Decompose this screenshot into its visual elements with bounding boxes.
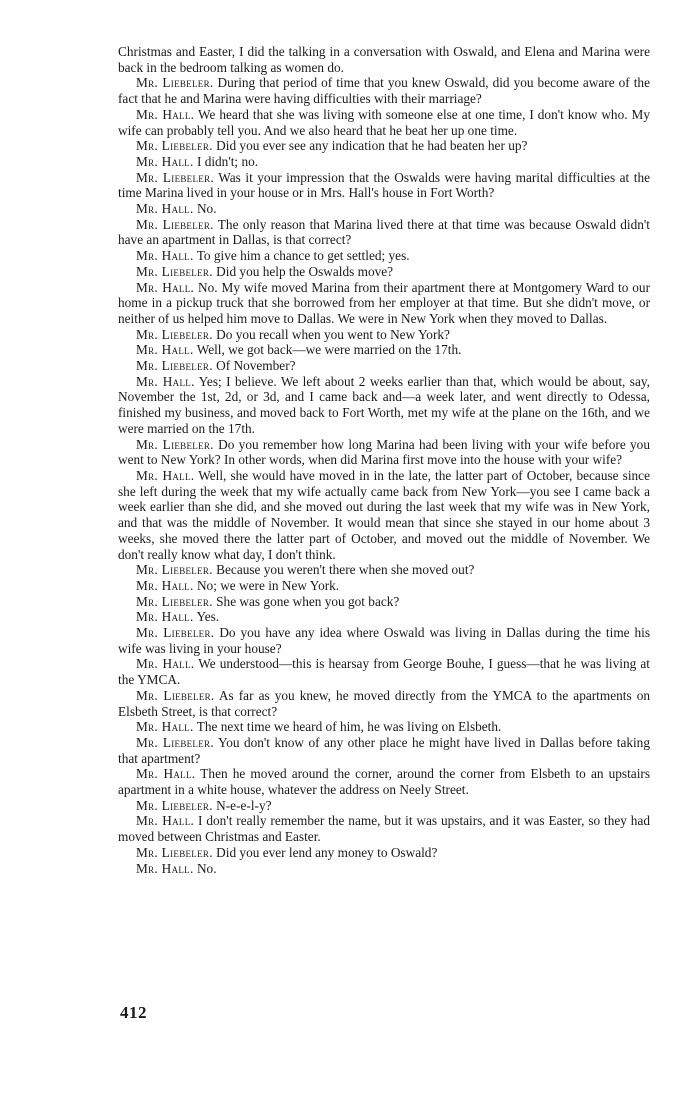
speaker-label: Mr. Liebeler. — [136, 169, 215, 185]
paragraph-text: No. My wife moved Marina from their apartment there at Montgomery Ward to our home in a pickup truck that she borrowed from her employer at that time. But she didn't move, or neither of us helped him move to Dallas. We were in New York when they moved to Dallas. — [118, 279, 650, 326]
speaker-label: Mr. Hall. — [136, 577, 194, 593]
paragraph-text: No. — [196, 860, 217, 876]
transcript-paragraph — [118, 44, 650, 75]
speaker-label: Mr. Liebeler. — [136, 797, 213, 813]
paragraph-text: Do you have any idea where Oswald was living in Dallas during the time his wife was living in your house? — [118, 625, 650, 656]
transcript-paragraph — [118, 138, 650, 154]
paragraph-text: Christmas and Easter, I did the talking in a conversation with Oswald, and Elena and Marina were back in the bedroom talking as women do. — [118, 44, 650, 75]
speaker-label: Mr. Liebeler. — [136, 625, 215, 641]
transcript-paragraph — [118, 719, 650, 735]
transcript-paragraph — [118, 358, 650, 374]
speaker-label: Mr. Liebeler. — [136, 138, 213, 154]
transcript-paragraph — [118, 562, 650, 578]
speaker-label: Mr. Hall. — [136, 609, 194, 625]
speaker-label: Mr. Liebeler. — [136, 436, 214, 452]
speaker-label: Mr. Hall. — [136, 813, 195, 829]
paragraph-text: As far as you knew, he moved directly from the YMCA to the apartments on Elsbeth Street, is that correct? — [118, 687, 650, 719]
paragraph-text: N-e-e-l-y? — [216, 797, 272, 813]
speaker-label: Mr. Hall. — [136, 766, 196, 782]
speaker-label: Mr. Liebeler. — [136, 75, 214, 91]
transcript-paragraph — [118, 845, 650, 861]
paragraph-text: Of November? — [216, 358, 296, 374]
transcript-paragraph — [118, 280, 650, 327]
paragraph-text: You don't know of any other place he might have lived in Dallas before taking that apartment? — [118, 734, 650, 766]
transcript-body — [118, 44, 650, 876]
speaker-label: Mr. Liebeler. — [136, 687, 215, 703]
transcript-paragraph — [118, 342, 650, 358]
paragraph-text: Do you remember how long Marina had been living with your wife before you went to New York? In other words, when did Marina first move into the house with your wife? — [118, 436, 650, 468]
transcript-paragraph — [118, 107, 650, 138]
speaker-label: Mr. Hall. — [136, 656, 195, 672]
paragraph-text: We understood—this is hearsay from George Bouhe, I guess—that he was living at the YMCA. — [118, 656, 650, 688]
speaker-label: Mr. Hall. — [136, 719, 194, 735]
paragraph-text: Well, we got back—we were married on the 17th. — [196, 342, 462, 358]
speaker-label: Mr. Hall. — [136, 467, 195, 483]
paragraph-text: Did you help the Oswalds move? — [216, 263, 394, 279]
speaker-label: Mr. Hall. — [136, 342, 194, 358]
paragraph-text: We heard that she was living with someone else at one time, I don't know who. My wife can probably tell you. And we also heard that he beat her up one time. — [118, 106, 650, 138]
paragraph-text: Then he moved around the corner, around the corner from Elsbeth to an upstairs apartment in a white house, whatever the address on Neely Street. — [118, 766, 650, 798]
transcript-paragraph — [118, 656, 650, 687]
transcript-paragraph — [118, 437, 650, 468]
page-number: 412 — [120, 1003, 147, 1022]
speaker-label: Mr. Hall. — [136, 279, 195, 295]
speaker-label: Mr. Liebeler. — [136, 593, 213, 609]
transcript-paragraph — [118, 154, 650, 170]
transcript-paragraph — [118, 578, 650, 594]
paragraph-text: No. — [196, 201, 217, 217]
transcript-paragraph — [118, 468, 650, 562]
transcript-paragraph — [118, 735, 650, 766]
paragraph-text: Did you ever see any indication that he had beaten her up? — [216, 138, 528, 154]
speaker-label: Mr. Hall. — [136, 201, 194, 217]
transcript-paragraph — [118, 248, 650, 264]
paragraph-text: No; we were in New York. — [196, 577, 340, 593]
transcript-paragraph — [118, 625, 650, 656]
paragraph-text: She was gone when you got back? — [216, 593, 400, 609]
transcript-paragraph — [118, 201, 650, 217]
paragraph-text: Because you weren't there when she moved out? — [216, 562, 475, 578]
transcript-paragraph — [118, 327, 650, 343]
paragraph-text: To give him a chance to get settled; yes. — [196, 248, 410, 264]
transcript-paragraph — [118, 217, 650, 248]
paragraph-text: Did you ever lend any money to Oswald? — [216, 844, 438, 860]
speaker-label: Mr. Hall. — [136, 248, 194, 264]
transcript-paragraph — [118, 374, 650, 437]
paragraph-text: I didn't; no. — [196, 153, 259, 169]
transcript-paragraph — [118, 264, 650, 280]
paragraph-text: Do you recall when you went to New York? — [216, 326, 450, 342]
speaker-label: Mr. Liebeler. — [136, 844, 213, 860]
transcript-paragraph — [118, 170, 650, 201]
paragraph-text: I don't really remember the name, but it was upstairs, and it was Easter, so they had moved between Christmas and Easter. — [118, 813, 651, 845]
paragraph-text: Was it your impression that the Oswalds were having marital difficulties at the time Marina lived in your house or in Mrs. Hall's house in Fort Worth? — [118, 169, 650, 201]
transcript-paragraph — [118, 766, 650, 797]
paragraph-text: During that period of time that you knew Oswald, did you become aware of the fact that he and Marina were having difficulties with their marriage? — [118, 75, 650, 107]
speaker-label: Mr. Liebeler. — [136, 263, 213, 279]
transcript-paragraph — [118, 688, 650, 719]
speaker-label: Mr. Liebeler. — [136, 734, 214, 750]
transcript-paragraph — [118, 594, 650, 610]
speaker-label: Mr. Liebeler. — [136, 562, 213, 578]
speaker-label: Mr. Hall. — [136, 373, 195, 389]
speaker-label: Mr. Hall. — [136, 153, 194, 169]
speaker-label: Mr. Liebeler. — [136, 216, 214, 232]
speaker-label: Mr. Liebeler. — [136, 326, 213, 342]
paragraph-text: Yes; I believe. We left about 2 weeks earlier than that, which would be about, say, November the 1st, 2d, or 3d, and I came back and—a week later, and went directly to Odessa, finished my business, and moved back to Fort Worth, met my wife at the plane on the 16th, and we were married on the 17th. — [118, 373, 650, 436]
speaker-label: Mr. Hall. — [136, 860, 194, 876]
paragraph-text: The only reason that Marina lived there at that time was because Oswald didn't have an apartment in Dallas, is that correct? — [118, 216, 650, 248]
paragraph-text: The next time we heard of him, he was living on Elsbeth. — [196, 719, 502, 735]
paragraph-text: Well, she would have moved in in the late, the latter part of October, because since she left during the week that my wife actually came back from New York—you see I came back a week earlier than she did, and she moved out during the last week that my wife was in New York, and that was the middle of November. It would mean that since she stayed in our home about 3 weeks, she moved there the latter part of October, and moved out the middle of November. We don't really know what day, I don't think. — [118, 467, 650, 562]
transcript-paragraph — [118, 798, 650, 814]
paragraph-text: Yes. — [196, 609, 220, 625]
transcript-paragraph — [118, 609, 650, 625]
speaker-label: Mr. Hall. — [136, 106, 195, 122]
speaker-label: Mr. Liebeler. — [136, 358, 213, 374]
transcript-paragraph — [118, 75, 650, 106]
transcript-paragraph — [118, 861, 650, 877]
transcript-paragraph — [118, 813, 650, 844]
